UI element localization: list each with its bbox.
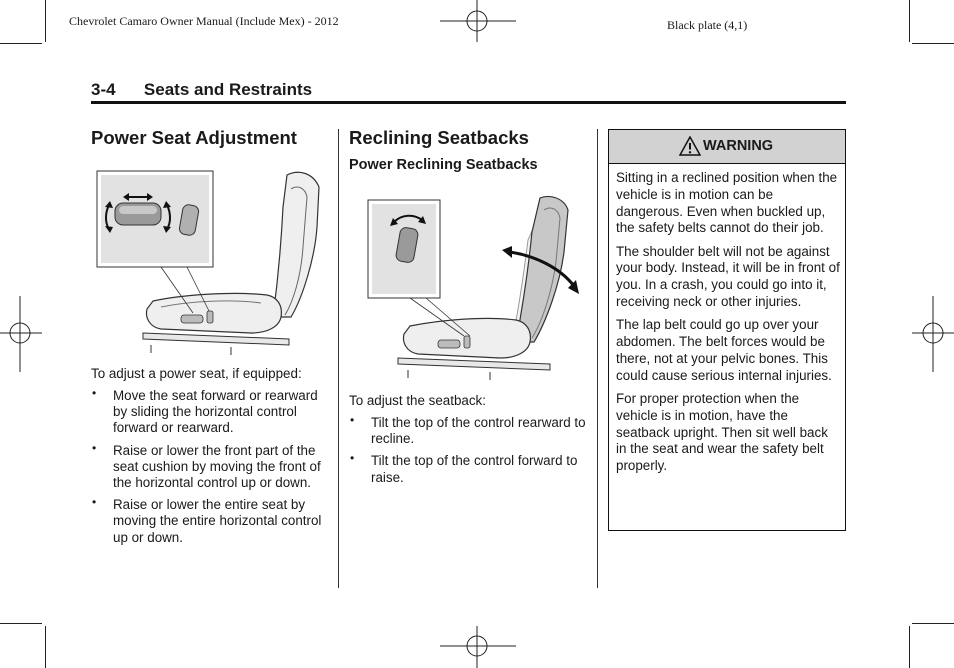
warning-box (608, 129, 846, 531)
warning-paragraph: The lap belt could go up over your abdomen. The belt forces would be there, not at your pelvic bones. This could cause serious internal injuries. (616, 317, 832, 383)
crop-mark (909, 0, 910, 42)
registration-mark-icon (440, 624, 516, 668)
warning-body (616, 170, 840, 482)
crop-mark (909, 626, 910, 668)
warning-paragraph: Sitting in a reclined position when the vehicle is in motion can be dangerous. Even when buckled up, the safety belts cannot do their job. (616, 170, 838, 236)
subheading-power-reclining: Power Reclining Seatbacks (349, 157, 538, 173)
registration-mark-icon (440, 0, 516, 44)
power-seat-intro: To adjust a power seat, if equipped: (91, 366, 302, 381)
header-title: Chevrolet Camaro Owner Manual (Include Mex) - 2012 (69, 14, 339, 28)
reclining-intro: To adjust the seatback: (349, 393, 486, 408)
heading-power-seat: Power Seat Adjustment (91, 127, 297, 148)
header-plate: Black plate (4,1) (667, 18, 748, 32)
crop-mark (45, 0, 46, 42)
column-divider (338, 129, 339, 588)
power-seat-illustration (91, 167, 331, 357)
registration-mark-icon (0, 296, 42, 372)
list-item: • Raise or lower the front part of the seat cushion by moving the front of the horizontal control up or down. (91, 443, 331, 492)
list-item: • Tilt the top of the control rearward to recline. (349, 415, 589, 447)
crop-mark (0, 623, 42, 624)
registration-mark-icon (912, 296, 954, 372)
list-item: • Tilt the top of the control forward to raise. (349, 453, 589, 485)
column-divider (597, 129, 598, 588)
crop-mark (912, 623, 954, 624)
section-rule (91, 101, 846, 104)
heading-reclining-seatbacks: Reclining Seatbacks (349, 127, 529, 148)
warning-title: WARNING (703, 138, 774, 154)
section-title: 3-4 Seats and Restraints (91, 80, 313, 99)
list-item: • Move the seat forward or rearward by sliding the horizontal control forward or rearward. (91, 388, 331, 437)
reclining-seat-illustration (360, 192, 586, 384)
warning-paragraph: For proper protection when the vehicle is in motion, have the seatback upright. Then sit well back in the seat and wear the safety belt properly. (616, 391, 828, 474)
power-seat-list (91, 388, 331, 552)
list-item: • Raise or lower the entire seat by moving the entire horizontal control up or down. (91, 497, 331, 546)
crop-mark (45, 626, 46, 668)
reclining-list (349, 415, 589, 492)
crop-mark (912, 43, 954, 44)
warning-paragraph: The shoulder belt will not be against your body. Instead, it will be in front of you. In a crash, you could go into it, receiving neck or other injuries. (616, 243, 840, 310)
warning-triangle-icon (679, 136, 701, 156)
crop-mark (0, 43, 42, 44)
warning-header (609, 130, 845, 164)
